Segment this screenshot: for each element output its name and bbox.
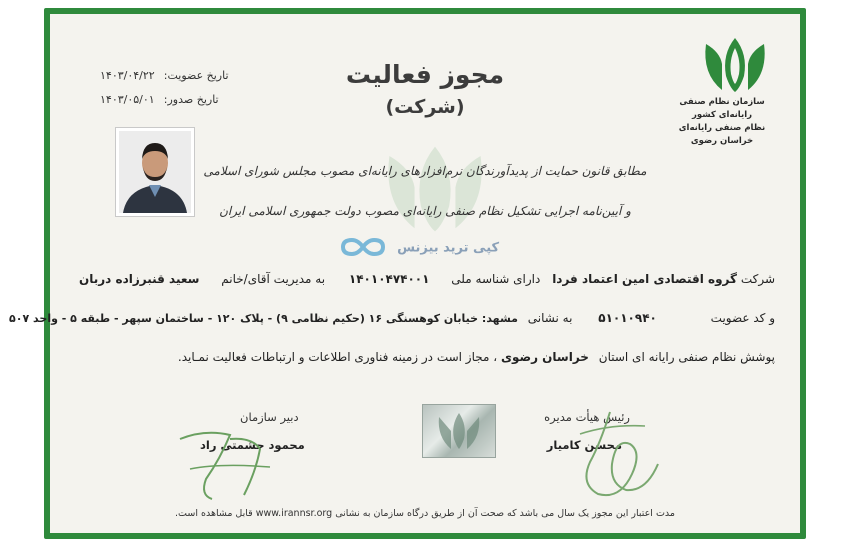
chair-signature-icon [550,404,670,504]
legal-basis-line2: و آیین‌نامه اجرایی تشکیل نظام صنفی رایانه‌ای مصوب دولت جمهوری اسلامی ایران [219,204,631,218]
body-line-address [9,311,775,325]
membership-date-value: ۱۴۰۳/۰۴/۲۲ [100,69,155,82]
certificate-paper [9,14,800,533]
body-line-province [70,350,775,364]
membership-date-label: تاریخ عضویت: [163,69,229,82]
company-address: مشهد: خیابان کوهسنگی ۱۶ (حکیم نظامی ۹) - پلاک ۱۲۰ - ساختمان سپهر - طبقه ۵ - واحد ۵۰۷ [9,312,518,325]
watermark-text: کپی ترید بیزنس [397,240,500,256]
secretary-title: دبیر سازمان [240,410,299,424]
text-manager-label: به مدیریت آقای/خانم [221,272,326,286]
organization-name-line2: نظام صنفی رایانه‌ای خراسان رضوی [678,123,766,146]
text-address-label: به نشانی [527,311,573,325]
company-name: گروه اقتصادی امین اعتماد فردا [552,272,737,286]
member-code: ۵۱۰۱۰۹۴۰ [598,311,657,325]
membership-date-row [100,64,229,83]
chair-title: رئیس هیأت مدیره [544,410,630,424]
organization-name-line1: سازمان نظام صنفی رایانه‌ای کشور [679,97,765,120]
text-authorization: ، مجاز است در زمینه فناوری اطلاعات و ارتباطات فعالیت نمـاید. [177,350,498,364]
certificate-subtitle: (شرکت) [385,96,465,118]
body-line-company [70,272,775,286]
issue-date-value: ۱۴۰۳/۰۵/۰۱ [100,93,155,106]
secretary-signature-icon [160,409,280,509]
chair-name: محسن کامیار [546,438,622,452]
manager-name: سعید قنبرزاده دربان [78,272,200,286]
issue-date-label: تاریخ صدور: [163,93,219,106]
text-member-code-label: و کد عضویت [710,311,775,325]
legal-basis-line1: مطابق قانون حمایت از پدیدآورندگان نرم‌افزارهای رایانه‌ای مصوب مجلس شورای اسلامی [203,164,647,178]
validity-footer: مدت اعتبار این مجوز یک سال می باشد که صحت آن از طریق درگاه سازمان به نشانی www.irannsr.org قابل مشاهده است. [175,508,675,519]
certificate-title: مجوز فعالیت [345,60,505,89]
watermark-logo-icon [380,134,490,244]
hologram-logo-icon [423,405,495,457]
text-national-id-label: دارای شناسه ملی [451,272,541,286]
issue-date-row [100,88,219,107]
certificate-border [9,8,806,539]
text-company-prefix: شرکت [740,272,775,286]
watermark-stamp [340,236,499,258]
hologram-seal [422,404,496,458]
national-id: ۱۴۰۱۰۴۷۴۰۰۱ [348,272,430,286]
text-coverage: پوشش نظام صنفی رایانه ای استان [598,350,775,364]
infinity-icon [340,236,386,258]
secretary-name: محمود حشمتی راد [200,438,305,452]
province-name: خراسان رضوی [500,350,589,364]
